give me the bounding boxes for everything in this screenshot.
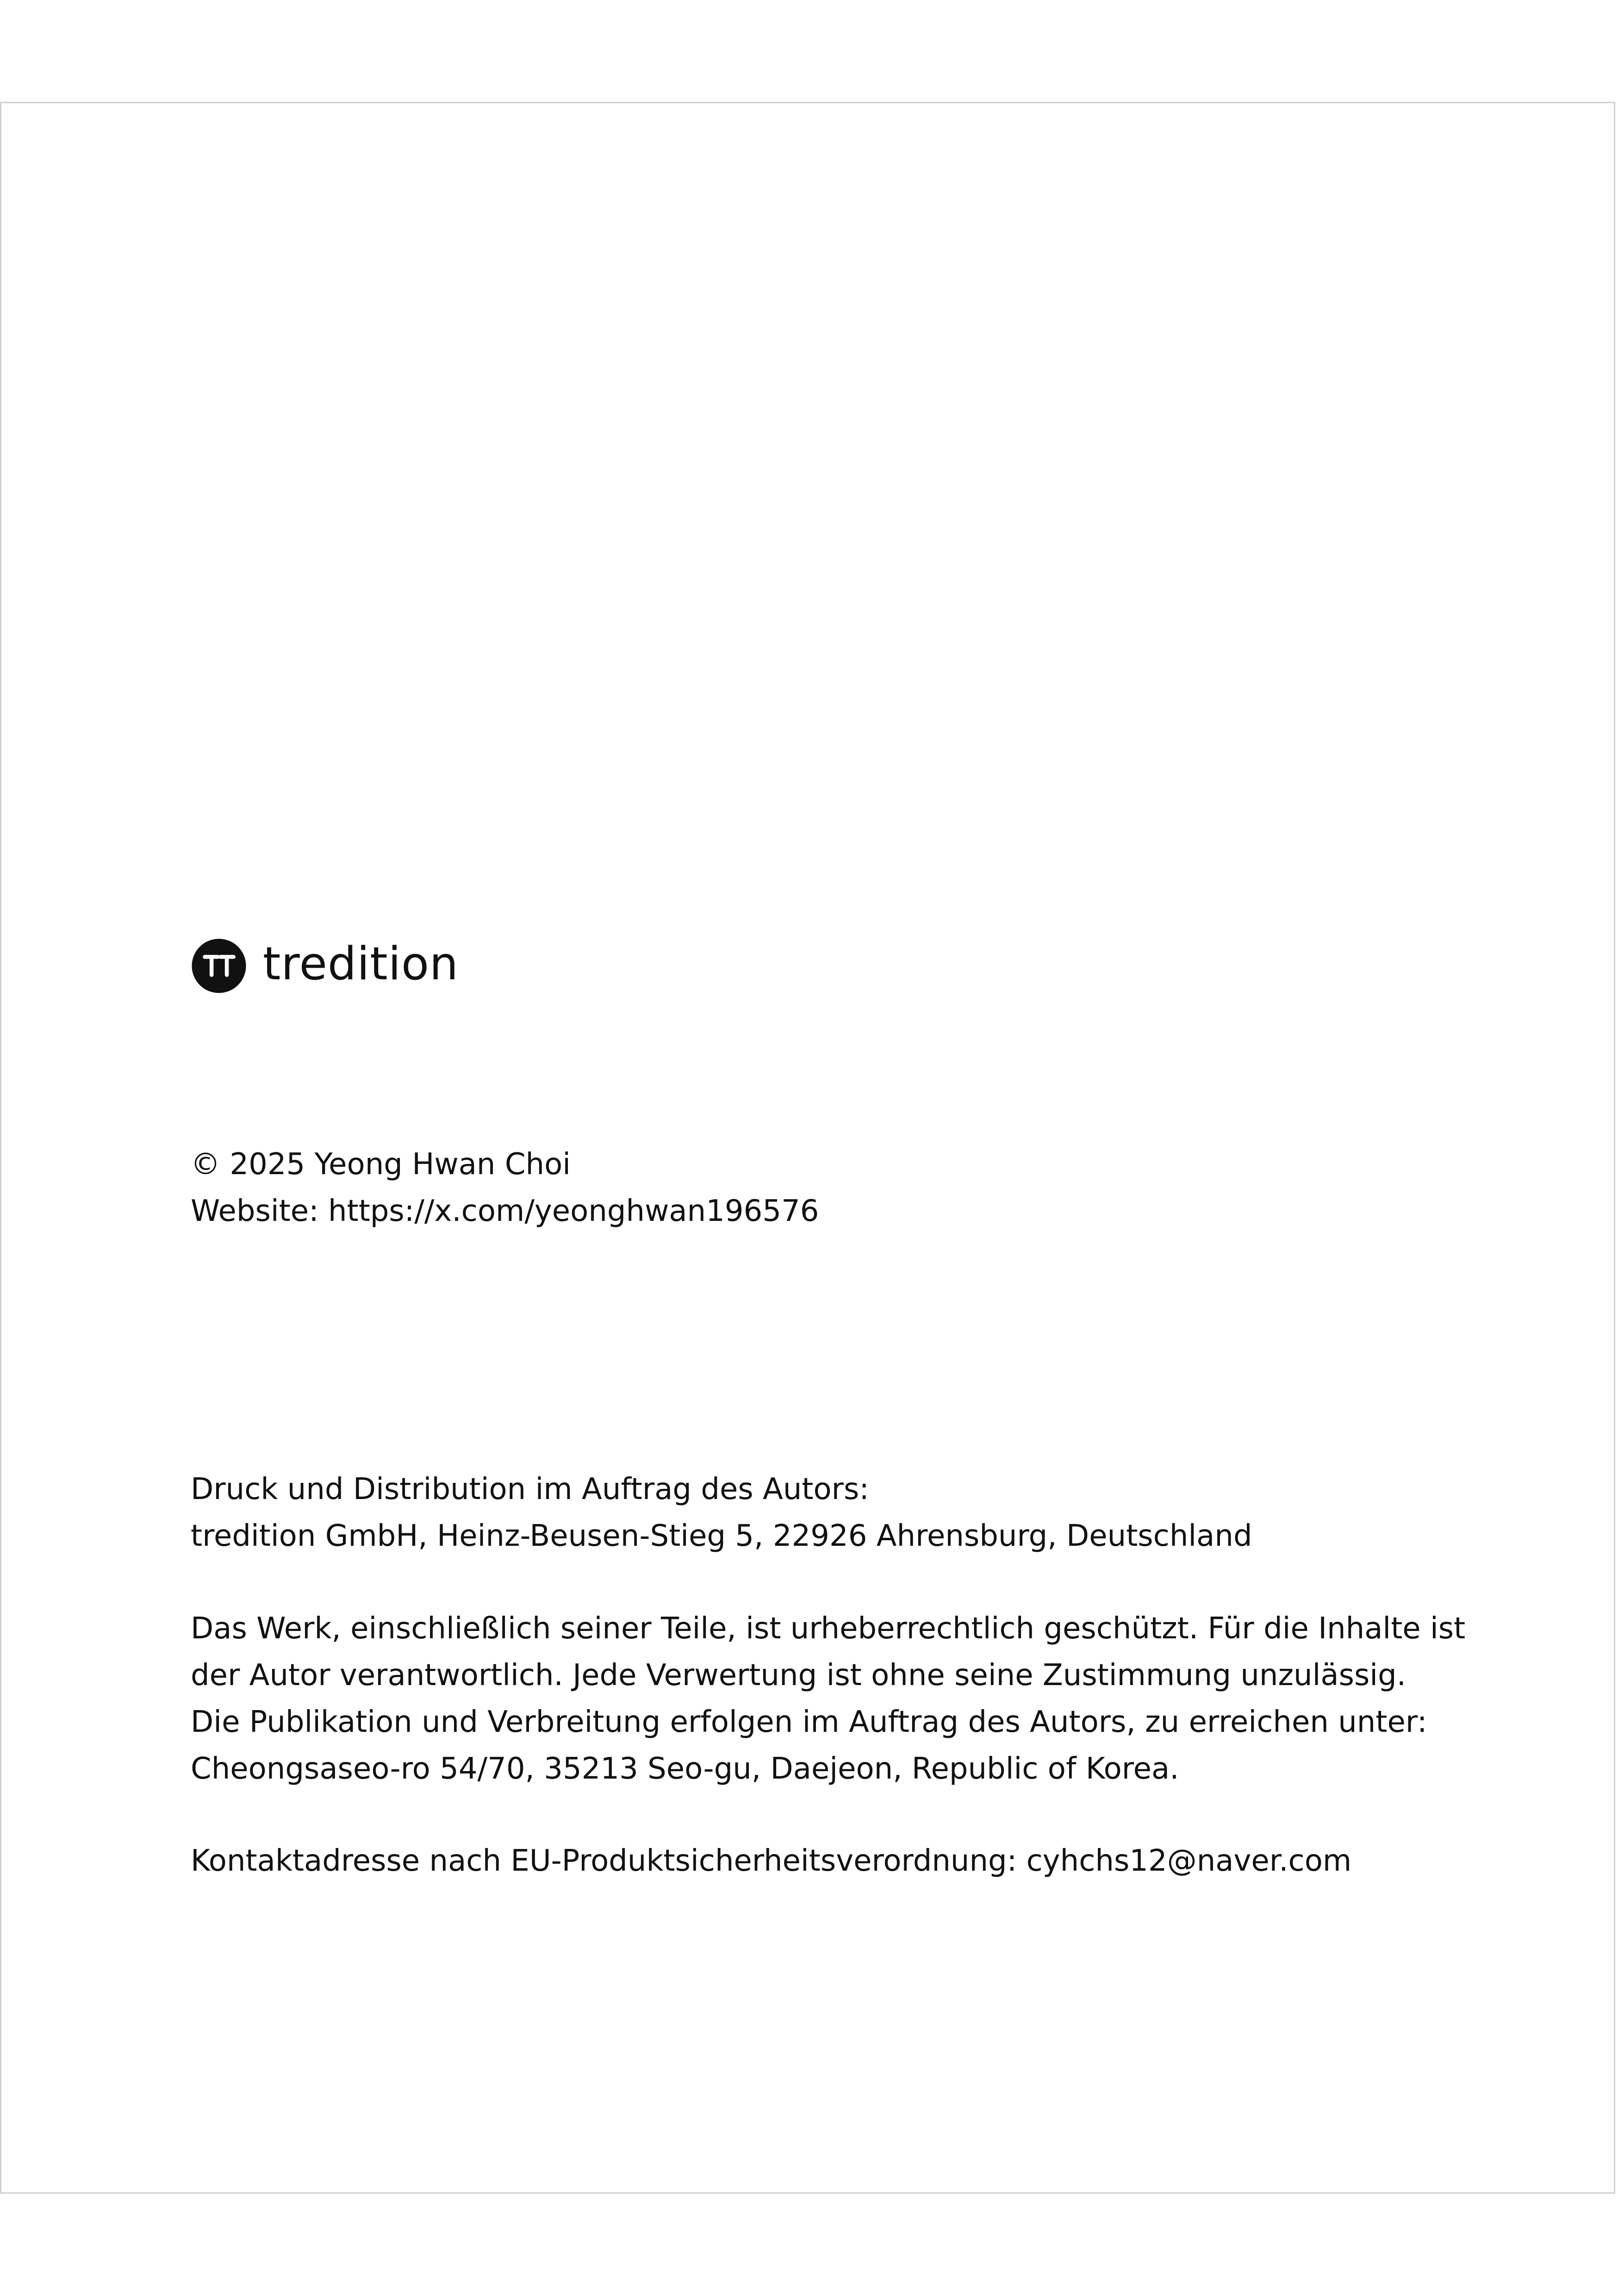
logo-text: tredition: [263, 938, 459, 990]
website-line: Website: https://x.com/yeonghwan196576: [191, 1194, 819, 1228]
rights-line-4: Cheongsaseo-ro 54/70, 35213 Seo-gu, Daejeon, Republic of Korea.: [191, 1752, 1179, 1786]
tredition-logo-icon: [191, 938, 247, 994]
copyright-block: [191, 1141, 819, 1235]
rights-line-3: Die Publikation und Verbreitung erfolgen im Auftrag des Autors, zu erreichen unter:: [191, 1705, 1427, 1739]
distribution-line-2: tredition GmbH, Heinz-Beusen-Stieg 5, 22926 Ahrensburg, Deutschland: [191, 1519, 1252, 1553]
rights-line-2: der Autor verantwortlich. Jede Verwertung ist ohne seine Zustimmung unzulässig.: [191, 1658, 1406, 1692]
distribution-block: [191, 1466, 1252, 1560]
distribution-line-1: Druck und Distribution im Auftrag des Autors:: [191, 1472, 869, 1506]
contact-block: [191, 1838, 1351, 1885]
copyright-line: © 2025 Yeong Hwan Choi: [191, 1147, 571, 1182]
rights-line-1: Das Werk, einschließlich seiner Teile, ist urheberrechtlich geschützt. Für die Inhalte ist: [191, 1612, 1466, 1646]
contact-line: Kontaktadresse nach EU-Produktsicherheitsverordnung: cyhchs12@naver.com: [191, 1844, 1352, 1878]
publisher-logo: [191, 936, 459, 996]
rights-block: [191, 1605, 1465, 1792]
